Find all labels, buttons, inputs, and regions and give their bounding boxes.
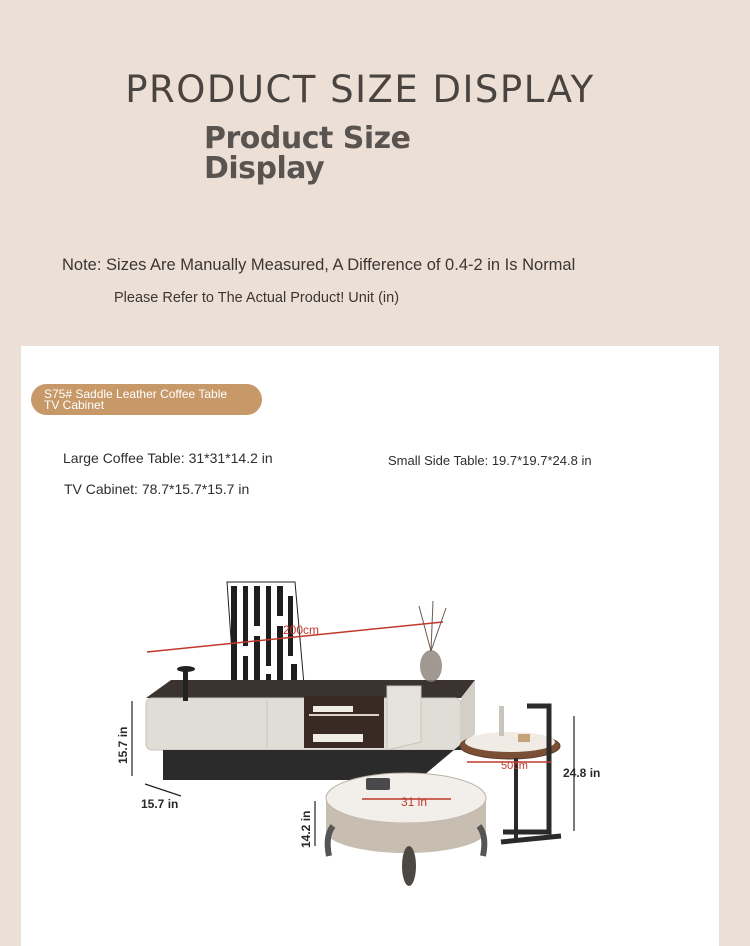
product-card — [21, 346, 719, 946]
label-cabinet-height: 15.7 in — [116, 726, 130, 764]
artwork-panel — [227, 582, 305, 696]
label-side-diameter: 50cm — [501, 760, 528, 772]
measurement-note: Note: Sizes Are Manually Measured, A Difference of 0.4-2 in Is Normal — [62, 256, 576, 274]
label-side-height: 24.8 in — [563, 766, 601, 780]
product-illustration — [21, 346, 719, 940]
badge-line-2: TV Cabinet — [44, 398, 105, 412]
label-cabinet-depth: 15.7 in — [141, 797, 179, 811]
sub-title-line-1: Product Size — [204, 121, 411, 156]
coffee-table — [326, 773, 486, 886]
label-coffee-height: 14.2 in — [299, 810, 313, 848]
unit-note: Please Refer to The Actual Product! Unit (in) — [114, 290, 400, 306]
label-coffee-diameter: 31 in — [401, 795, 428, 809]
spec-tv-cabinet: TV Cabinet: 78.7*15.7*15.7 in — [64, 481, 250, 497]
spec-large-coffee-table: Large Coffee Table: 31*31*14.2 in — [63, 450, 273, 466]
sub-title — [204, 121, 464, 186]
label-cabinet-width: 200cm — [283, 623, 320, 637]
hero-title: PRODUCT SIZE DISPLAY — [125, 68, 595, 111]
sub-title-line-2: Display — [204, 151, 325, 186]
badge-line-1: S75# Saddle Leather Coffee Table — [44, 387, 228, 401]
spec-small-side-table: Small Side Table: 19.7*19.7*24.8 in — [388, 453, 592, 468]
